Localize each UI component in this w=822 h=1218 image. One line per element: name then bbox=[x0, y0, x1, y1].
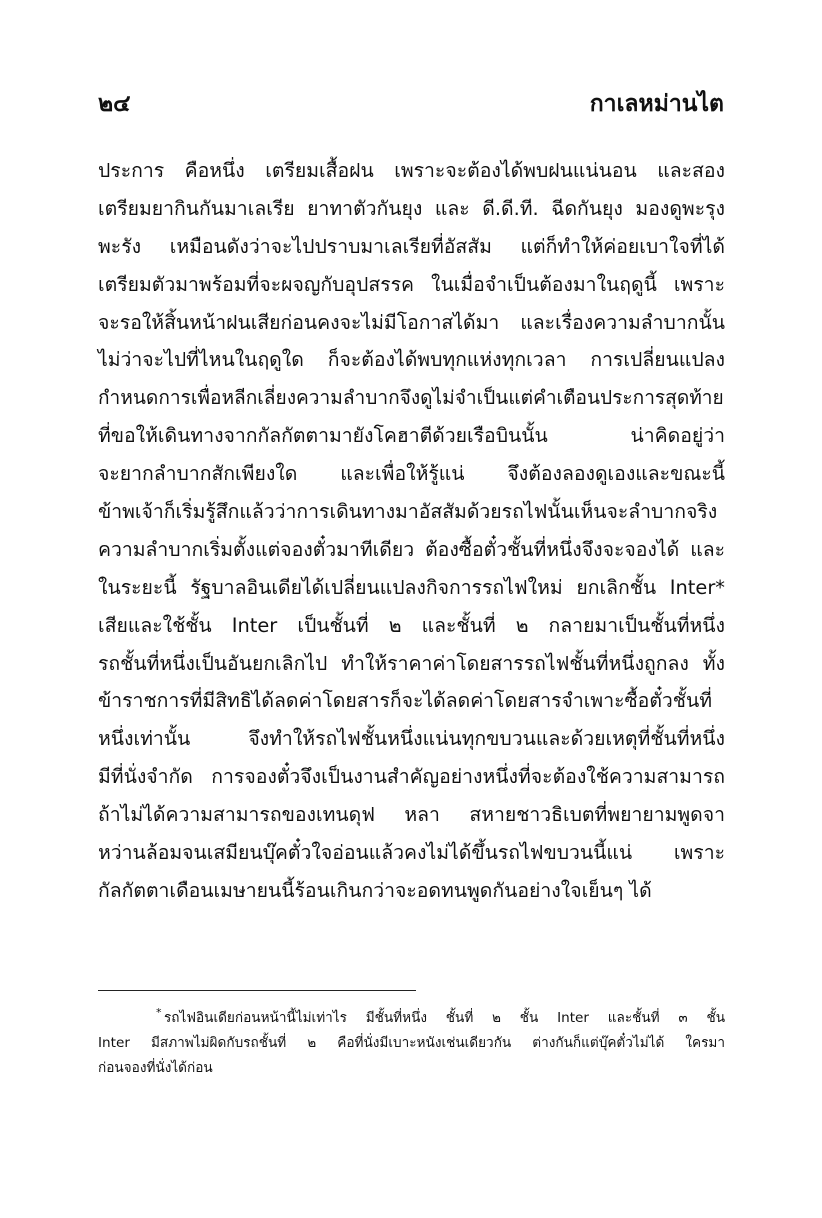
body-line-3: พะรัง เหมือนดังว่าจะไปปราบมาเลเรียที่อัสสัม แต่ก็ทำให้ค่อยเบาใจที่ได้ bbox=[98, 234, 725, 258]
body-line-11: ความลำบากเริ่มตั้งแต่จองตั๋วมาทีเดียว ต้องซื้อตั๋วชั้นที่หนึ่งจึงจะจองได้ และ bbox=[98, 537, 725, 561]
body-line-9: จะยากลำบากสักเพียงใด และเพื่อให้รู้แน่ จึงต้องลองดูเองและขณะนี้ bbox=[98, 462, 725, 486]
body-line-15: ข้าราชการที่มีสิทธิได้ลดค่าโดยสารก็จะได้ลดค่าโดยสารจำเพาะซื้อตั๋วชั้นที่ bbox=[98, 689, 713, 713]
body-line-12: ในระยะนี้ รัฐบาลอินเดียได้เปลี่ยนแปลงกิจการรถไฟใหม่ ยกเลิกชั้น Inter* bbox=[98, 575, 725, 599]
footnote bbox=[98, 1006, 725, 1081]
body-line-20: กัลกัตตาเดือนเมษายนนี้ร้อนเกินกว่าจะอดทนพูดกันอย่างใจเย็นๆ ได้ bbox=[98, 878, 652, 902]
body-line-6: ไม่ว่าจะไปที่ไหนในฤดูใด ก็จะต้องได้พบทุกแห่งทุกเวลา การเปลี่ยนแปลง bbox=[98, 348, 725, 372]
body-line-19: หว่านล้อมจนเสมียนบุ๊คตั๋วใจอ่อนแล้วคงไม่ได้ขึ้นรถไฟขบวนนี้แน่ เพราะ bbox=[98, 841, 725, 865]
body-line-7: กำหนดการเพื่อหลีกเลี่ยงความลำบากจึงดูไม่จำเป็นแต่คำเตือนประการสุดท้าย bbox=[98, 386, 724, 410]
body-line-18: ถ้าไม่ได้ความสามารถของเทนดุฟ หลา สหายชาวธิเบตที่พยายามพูดจา bbox=[98, 803, 725, 827]
body-line-1: ประการ คือหนึ่ง เตรียมเสื้อฝน เพราะจะต้องได้พบฝนแน่นอน และสอง bbox=[98, 159, 725, 182]
running-title: กาเลหม่านไต bbox=[589, 91, 724, 117]
page-header bbox=[98, 84, 724, 124]
body-line-5: จะรอให้สิ้นหน้าฝนเสียก่อนคงจะไม่มีโอกาสได้มา และเรื่องความลำบากนั้น bbox=[98, 310, 725, 334]
page-number: ๒๔ bbox=[98, 91, 131, 117]
body-line-8: ที่ขอให้เดินทางจากกัลกัตตามายังโคฮาตีด้วยเรือบินนั้น น่าคิดอยู่ว่า bbox=[98, 424, 725, 448]
body-line-16: หนึ่งเท่านั้น จึงทำให้รถไฟชั้นหนึ่งแน่นทุกขบวนและด้วยเหตุที่ชั้นที่หนึ่ง bbox=[98, 727, 725, 751]
body-line-2: เตรียมยากินกันมาเลเรีย ยาทาตัวกันยุง และ ดี.ดี.ที. ฉีดกันยุง มองดูพะรุง bbox=[98, 196, 725, 220]
footnote-line-3: ก่อนจองที่นั่งได้ก่อน bbox=[98, 1060, 213, 1076]
footnote-line-2: Inter มีสภาพไม่ผิดกับรถชั้นที่ ๒ คือที่นั่งมีเบาะหนังเช่นเดียวกัน ต่างกันก็แต่บุ๊คตั๋วไม่ได้ ใครมา bbox=[98, 1035, 725, 1051]
footnote-mark: * bbox=[156, 1006, 162, 1019]
body-line-14: รถชั้นที่หนึ่งเป็นอันยกเลิกไป ทำให้ราคาค่าโดยสารรถไฟชั้นที่หนึ่งถูกลง ทั้ง bbox=[98, 651, 725, 675]
body-text bbox=[98, 152, 725, 910]
footnote-line-1: รถไฟอินเดียก่อนหน้านี้ไม่เท่าไร มีชั้นที่หนึ่ง ชั้นที่ ๒ ชั้น Inter และชั้นที่ ๓ ชั้น bbox=[164, 1010, 725, 1026]
body-line-4: เตรียมตัวมาพร้อมที่จะผจญกับอุปสรรค ในเมื่อจำเป็นต้องมาในฤดูนี้ เพราะ bbox=[98, 272, 725, 296]
body-line-13: เสียและใช้ชั้น Inter เป็นชั้นที่ ๒ และชั้นที่ ๒ กลายมาเป็นชั้นที่หนึ่ง bbox=[98, 613, 725, 637]
body-line-17: มีที่นั่งจำกัด การจองตั๋วจึงเป็นงานสำคัญอย่างหนึ่งที่จะต้องใช้ความสามารถ bbox=[98, 765, 725, 789]
body-line-10: ข้าพเจ้าก็เริ่มรู้สึกแล้วว่าการเดินทางมาอัสสัมด้วยรถไฟนั้นเห็นจะลำบากจริง bbox=[98, 500, 718, 524]
footnote-divider bbox=[98, 990, 416, 991]
